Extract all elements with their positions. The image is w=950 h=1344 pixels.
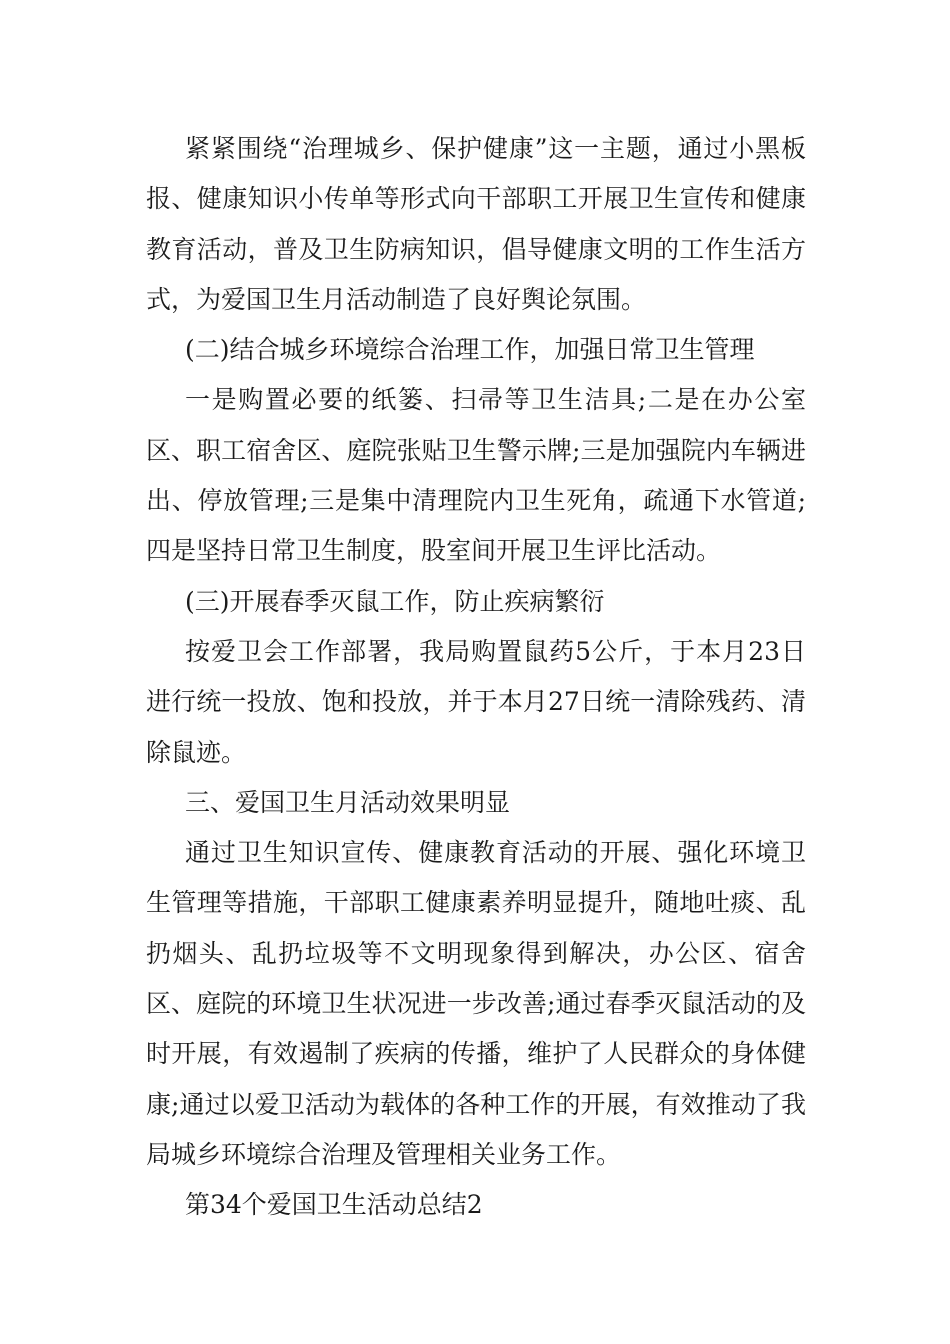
document-body	[146, 124, 806, 1231]
paragraph-rodent-control: 按爱卫会工作部署，我局购置鼠药5公斤，于本月23日进行统一投放、饱和投放，并于本月27日统一清除残药、清除鼠迹。	[146, 636, 806, 767]
section-heading-results: 三、爱国卫生月活动效果明显	[185, 787, 511, 817]
paragraph-publicity: 紧紧围绕“治理城乡、保护健康”这一主题，通过小黑板报、健康知识小传单等形式向干部职工开展卫生宣传和健康教育活动，普及卫生防病知识，倡导健康文明的工作生活方式，为爱国卫生月活动制造了良好舆论氛围。	[146, 134, 806, 314]
section-heading-rodent-control: (三)开展春季灭鼠工作，防止疾病繁衍	[185, 586, 605, 616]
paragraph-daily-management: 一是购置必要的纸篓、扫帚等卫生洁具;二是在办公室区、职工宿舍区、庭院张贴卫生警示牌;三是加强院内车辆进出、停放管理;三是集中清理院内卫生死角，疏通下水管道;四是坚持日常卫生制度，股室间开展卫生评比活动。	[146, 385, 806, 566]
paragraph-results: 通过卫生知识宣传、健康教育活动的开展、强化环境卫生管理等措施，干部职工健康素养明显提升，随地吐痰、乱扔烟头、乱扔垃圾等不文明现象得到解决，办公区、宿舍区、庭院的环境卫生状况进一步改善;通过春季灭鼠活动的及时开展，有效遏制了疾病的传播，维护了人民群众的身体健康;通过以爱卫活动为载体的各种工作的开展，有效推动了我局城乡环境综合治理及管理相关业务工作。	[146, 838, 806, 1169]
next-article-title: 第34个爱国卫生活动总结2	[185, 1190, 483, 1220]
section-heading-daily-management: (二)结合城乡环境综合治理工作，加强日常卫生管理	[185, 335, 755, 365]
